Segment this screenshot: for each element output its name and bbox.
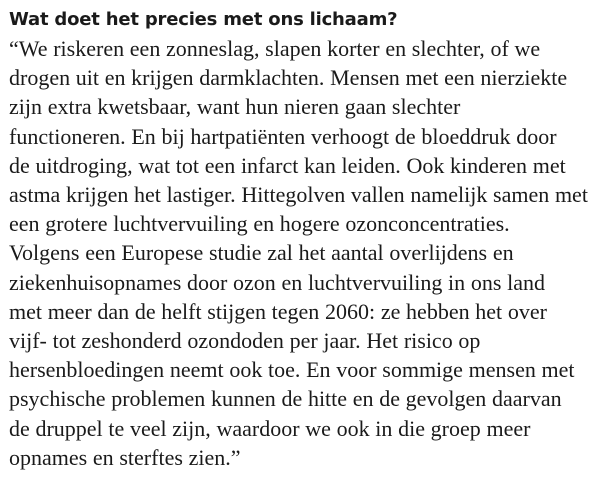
paragraph-line: psychische problemen kunnen de hitte en de gevolgen daarvan	[9, 386, 562, 412]
paragraph-line: ziekenhuisopnames door ozon en luchtvervuiling in ons land	[9, 269, 546, 295]
paragraph-line: de uitdroging, wat tot een infarct kan leiden. Ook kinderen met	[9, 152, 566, 178]
paragraph-line: de druppel te veel zijn, waardoor we ook in die groep meer	[9, 415, 531, 441]
paragraph-line: vijf- tot zeshonderd ozondoden per jaar. Het risico op	[9, 328, 481, 354]
section-heading: Wat doet het precies met ons lichaam?	[9, 9, 398, 30]
quote-paragraph	[9, 34, 601, 472]
paragraph-line: “We riskeren een zonneslag, slapen korter en slechter, of we	[9, 36, 541, 61]
paragraph-line: hersenbloedingen neemt ook toe. En voor sommige mensen met	[9, 357, 575, 383]
paragraph-line: opnames en sterftes zien.”	[9, 444, 241, 470]
article-section	[9, 8, 601, 472]
paragraph-line: functioneren. En bij hartpatiënten verhoogt de bloeddruk door	[9, 123, 557, 149]
paragraph-line: met meer dan de helft stijgen tegen 2060: ze hebben het over	[9, 298, 547, 324]
paragraph-line: een grotere luchtvervuiling en hogere ozonconcentraties.	[9, 211, 510, 237]
paragraph-line: zijn extra kwetsbaar, want hun nieren gaan slechter	[9, 94, 461, 120]
paragraph-line: Volgens een Europese studie zal het aantal overlijdens en	[9, 240, 514, 266]
paragraph-line: astma krijgen het lastiger. Hittegolven vallen namelijk samen met	[9, 182, 588, 208]
paragraph-line: drogen uit en krijgen darmklachten. Mensen met een nierziekte	[9, 65, 568, 91]
